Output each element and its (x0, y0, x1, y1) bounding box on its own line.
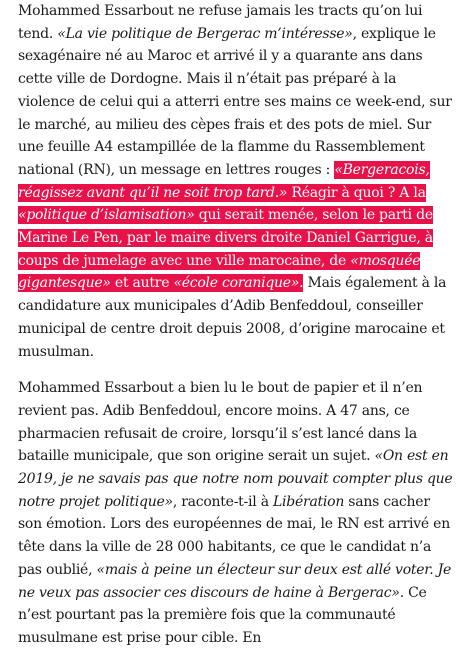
text-run: . Ce n’est pourtant pas la première fois que la communauté musulmane est prise pour cible. En (18, 584, 427, 646)
paragraph-2 (18, 377, 454, 649)
highlighted-selection[interactable] (18, 161, 433, 293)
quote: «mais à peine un électeur sur deux est allé voter. Je ne veux pas associer ces discours de haine à Bergerac» (18, 561, 452, 601)
quote: «Bergeracois, réagissez avant qu’il ne soit trop tard.» (18, 161, 430, 201)
quote: «mosquée gigantesque» (18, 252, 421, 292)
text-run: Mohammed Essarbout ne refuse jamais les tracts qu’on lui tend. (18, 3, 423, 42)
text-run: qui serait menée, selon le parti de Marine Le Pen, par le maire divers droite Daniel Garrigue, à coups de jumelage avec une ville marocaine, de (18, 207, 433, 269)
quote: «On est en 2019, je ne savais pas que notre nom pouvait compter plus que notre projet politique» (18, 448, 453, 510)
article-body (18, 0, 454, 650)
text-run: et autre (110, 275, 174, 292)
quote: «politique d’islamisation» (18, 207, 195, 224)
text-run: . (299, 275, 304, 292)
text-run: , raconte-t-il à (172, 493, 273, 510)
text-run: Mohammed Essarbout a bien lu le bout de papier et il n’en revient pas. Adib Benfeddoul, encore moins. A 47 ans, ce pharmacien refusait de croire, lorsqu’il s’est lancé dans la bataille municipale, que son origine serait un sujet. (18, 380, 423, 465)
quote: «école coranique» (173, 275, 300, 292)
text-run: sans cacher son émotion. Lors des européennes de mai, le RN est arrivé en tête dans la ville de 28 000 habitants, ce que le candidat n’a pas oublié, (18, 493, 450, 578)
paragraph-1 (18, 0, 454, 363)
publication-name: Libération (273, 493, 345, 510)
text-run: Mais également à la candidature aux municipales d’Adib Benfeddoul, conseiller municipal de centre droit depuis 2008, d’origine marocaine et musulman. (18, 275, 447, 360)
text-run: Réagir à quoi ? A la (287, 184, 426, 201)
quote: «La vie politique de Bergerac m’intéresse» (57, 25, 353, 42)
text-run: , explique le sexagénaire né au Maroc et arrivé il y a quarante ans dans cette ville de Dordogne. Mais il n’était pas préparé à la violence de celui qui a atterri entre ses mains ce week-end, sur le marché, au milieu des cèpes frais et des pots de miel. Sur une feuille A4 estampillée de la flamme du Rassemblement national (RN), un message en lettres rouges : (18, 25, 452, 178)
